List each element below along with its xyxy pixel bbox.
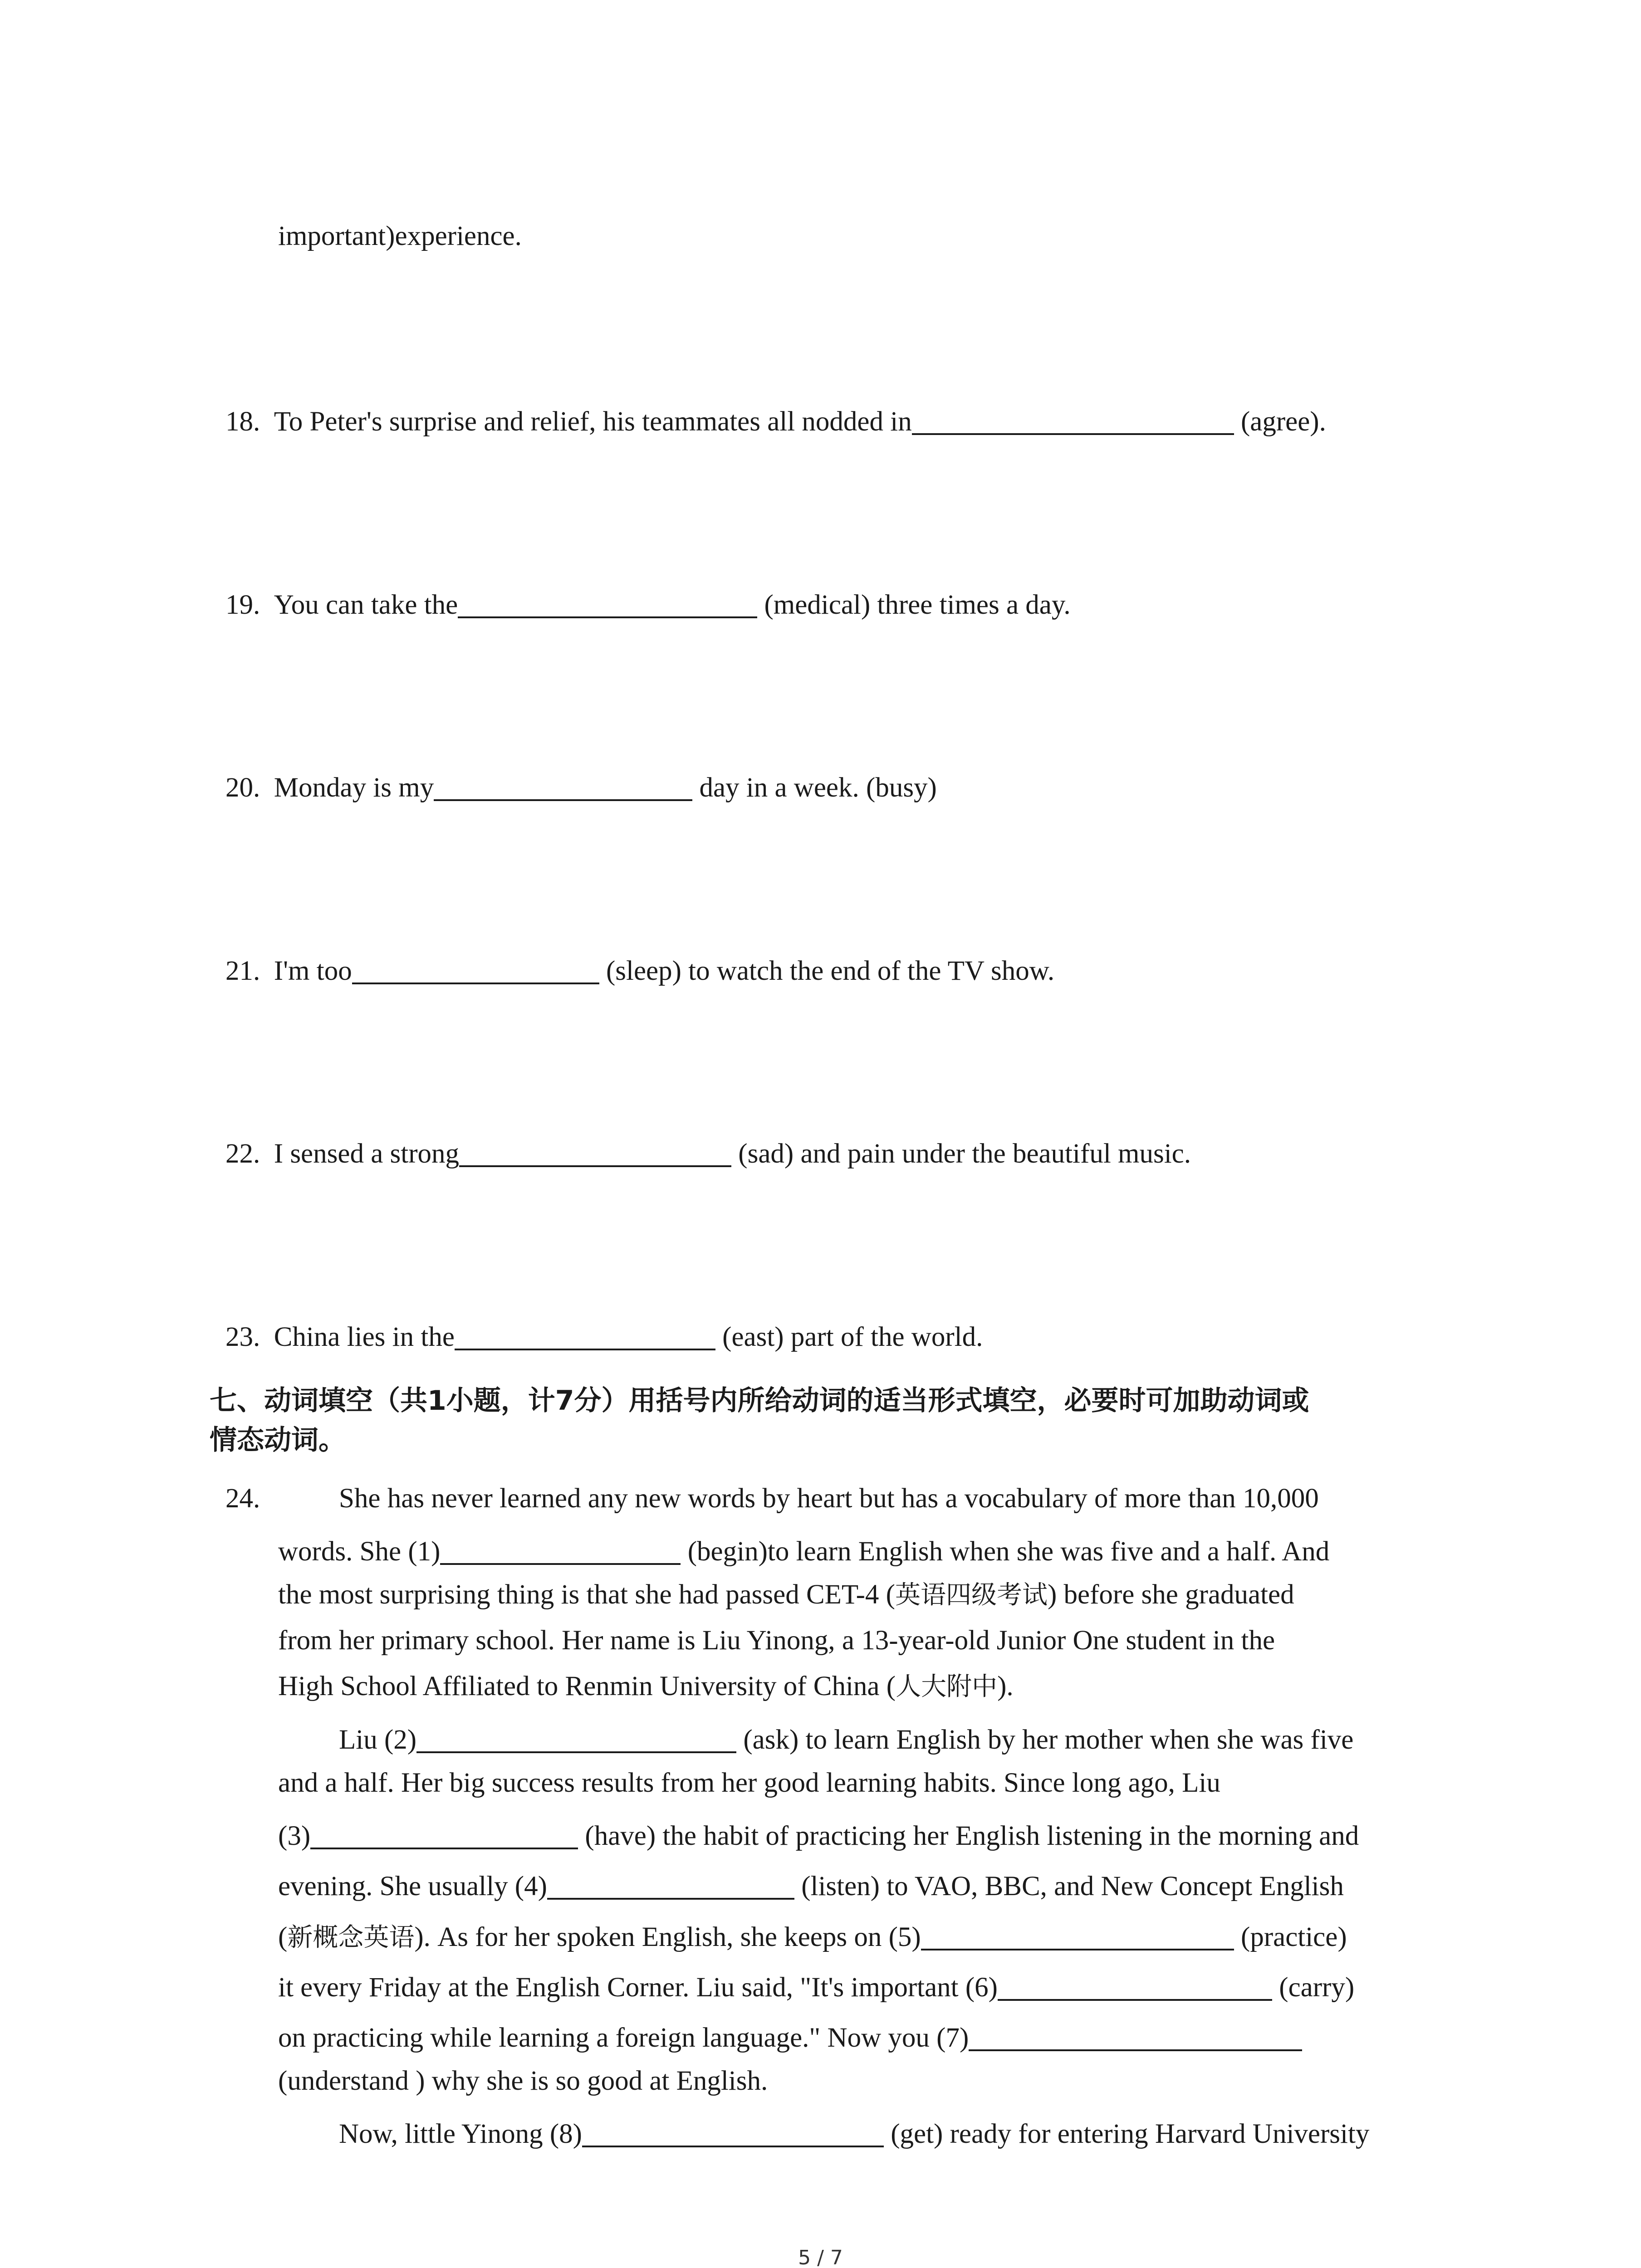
passage-text: (ask) to learn English by her mother when she was five [736, 1725, 1354, 1755]
question-text-before: I sensed a strong [274, 1139, 460, 1169]
passage-p3-line-1 [339, 2117, 1369, 2148]
chinese-annotation: 人大附中 [896, 1672, 998, 1701]
passage-p2-line-8: (understand ) why she is so good at English. [278, 2066, 768, 2096]
passage-p2-line-1 [339, 1723, 1353, 1754]
chinese-annotation: 新概念英语 [287, 1923, 415, 1952]
passage-p2-line-3 [278, 1819, 1359, 1850]
chinese-annotation: 英语四级考试 [895, 1580, 1048, 1610]
question-22 [225, 1137, 1191, 1168]
question-text-after: (medical) three times a day. [757, 590, 1071, 620]
passage-p1-line-1: She has never learned any new words by heart but has a vocabulary of more than 10,000 [339, 1483, 1319, 1514]
question-text-after: day in a week. (busy) [692, 772, 937, 803]
passage-text: on practicing while learning a foreign language." Now you (7) [278, 2023, 969, 2053]
question-20 [225, 771, 937, 802]
answer-blank[interactable] [458, 588, 757, 618]
answer-blank-2[interactable] [416, 1723, 736, 1753]
passage-text: (get) ready for entering Harvard University [883, 2119, 1370, 2149]
question-number: 22. [225, 1139, 260, 1169]
answer-blank-8[interactable] [582, 2117, 884, 2147]
passage-text: evening. She usually (4) [278, 1871, 547, 1901]
answer-blank-5[interactable] [921, 1921, 1234, 1950]
passage-text: (practice) [1234, 1922, 1347, 1952]
answer-blank-4[interactable] [547, 1870, 794, 1900]
question-text-after: (east) part of the world. [715, 1322, 983, 1352]
answer-blank-7[interactable] [969, 2021, 1302, 2051]
passage-text: (begin)to learn English when she was five and a half. And [681, 1536, 1330, 1567]
section-heading-line-1: 七、动词填空（共1小题，计7分）用括号内所给动词的适当形式填空，必要时可加助动词或 [210, 1385, 1309, 1417]
passage-p1-line-2 [278, 1535, 1329, 1565]
answer-blank[interactable] [459, 1137, 731, 1167]
question-text-before: I'm too [274, 956, 352, 986]
passage-p2-line-2: and a half. Her big success results from her good learning habits. Since long ago, Liu [278, 1768, 1220, 1798]
question-text-after: (sleep) to watch the end of the TV show. [599, 956, 1055, 986]
passage-text: (carry) [1272, 1972, 1355, 2003]
passage-text: (have) the habit of practicing her English listening in the morning and [578, 1821, 1359, 1851]
question-23 [225, 1320, 983, 1351]
question-text-before: Monday is my [274, 772, 434, 803]
passage-text: it every Friday at the English Corner. Liu said, "It's important (6) [278, 1972, 998, 2003]
question-number: 18. [225, 406, 260, 437]
passage-text: the most surprising thing is that she had passed CET-4 ( [278, 1579, 895, 1610]
passage-p2-line-5 [278, 1921, 1347, 1951]
passage-p1-line-5 [278, 1672, 1014, 1700]
passage-p2-line-4 [278, 1870, 1344, 1900]
passage-text: ). [997, 1671, 1014, 1701]
passage-text: High School Affiliated to Renmin University of China ( [278, 1671, 896, 1701]
question-text-before: China lies in the [274, 1322, 455, 1352]
passage-text: ). As for her spoken English, she keeps on (5) [414, 1922, 921, 1952]
question-19 [225, 588, 1071, 619]
section-heading-line-2: 情态动词。 [210, 1424, 346, 1456]
passage-number: 24. [225, 1483, 260, 1514]
question-text-before: You can take the [274, 590, 458, 620]
question-18 [225, 405, 1326, 435]
passage-p1-line-4: from her primary school. Her name is Liu Yinong, a 13-year-old Junior One student in the [278, 1625, 1275, 1656]
answer-blank[interactable] [434, 771, 692, 801]
question-number: 23. [225, 1322, 260, 1352]
question-text-before: To Peter's surprise and relief, his teammates all nodded in [274, 406, 912, 437]
passage-p2-line-6 [278, 1971, 1354, 2001]
passage-text: words. She (1) [278, 1536, 441, 1567]
question-text-after: (sad) and pain under the beautiful music. [731, 1139, 1191, 1169]
answer-blank[interactable] [455, 1320, 715, 1350]
question-21 [225, 954, 1054, 985]
passage-text: Now, little Yinong (8) [339, 2119, 582, 2149]
passage-text: Liu (2) [339, 1725, 417, 1755]
question-number: 21. [225, 956, 260, 986]
passage-text: ( [278, 1922, 288, 1952]
question-number: 20. [225, 772, 260, 803]
answer-blank[interactable] [352, 954, 599, 984]
page-number: 5 / 7 [798, 2246, 843, 2268]
answer-blank-6[interactable] [998, 1971, 1272, 2001]
passage-p1-line-3 [278, 1581, 1294, 1608]
passage-text: (listen) to VAO, BBC, and New Concept English [794, 1871, 1344, 1901]
answer-blank-3[interactable] [310, 1819, 578, 1849]
passage-text: (3) [278, 1821, 311, 1851]
answer-blank[interactable] [912, 405, 1234, 435]
passage-text: ) before she graduated [1047, 1579, 1294, 1610]
continuation-text: important)experience. [278, 221, 522, 251]
question-text-after: (agree). [1234, 406, 1326, 437]
answer-blank-1[interactable] [440, 1535, 681, 1565]
question-number: 19. [225, 590, 260, 620]
passage-p2-line-7 [278, 2021, 1302, 2052]
